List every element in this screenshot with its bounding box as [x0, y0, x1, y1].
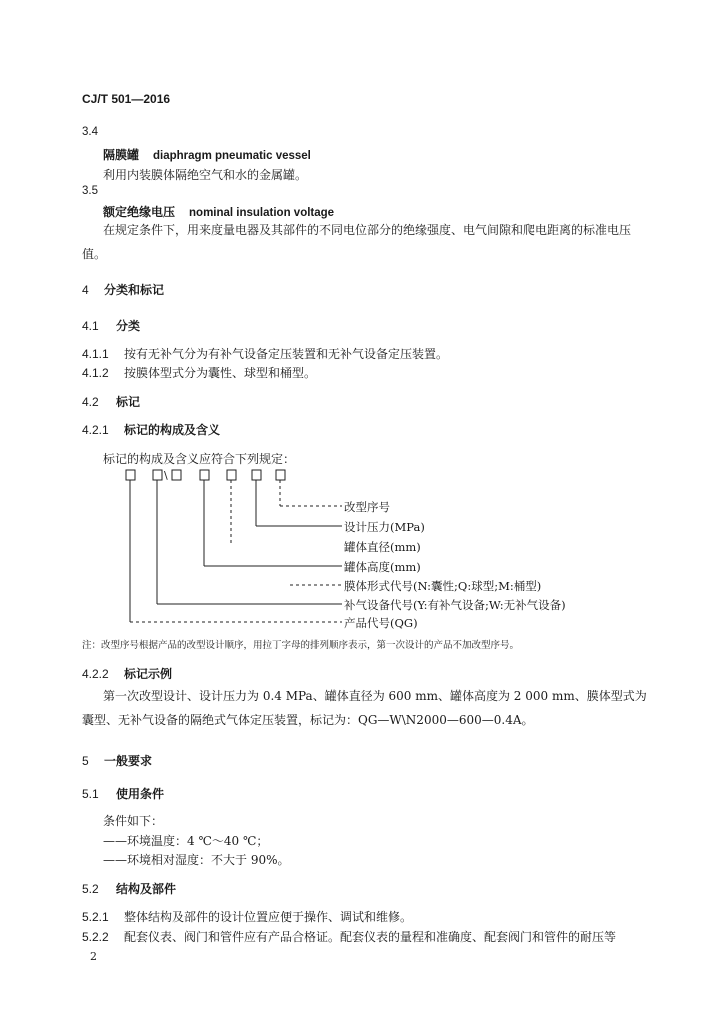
- clause-number: 5.1: [82, 787, 99, 801]
- label-diameter: 罐体直径(mm): [344, 540, 421, 554]
- clause-number: 4.2.2: [82, 667, 109, 681]
- box-product-code: [126, 470, 135, 480]
- clause-5-1-heading: [82, 785, 164, 802]
- clause-3-4-number: 3.4: [82, 126, 98, 138]
- box-pressure: [252, 470, 261, 480]
- clause-5-2-heading: [82, 880, 176, 897]
- label-product: 产品代号(QG): [344, 616, 418, 630]
- clause-4-1-1: [82, 345, 448, 362]
- condition-temperature: ——环境温度：4 ℃～40 ℃；: [103, 834, 269, 848]
- conditions-intro: 条件如下：: [103, 814, 164, 828]
- clause-title: 标记的构成及含义: [124, 423, 221, 437]
- section-number: 5: [82, 754, 89, 768]
- clause-number: 4.1: [82, 319, 99, 333]
- clause-title: 标记: [116, 395, 141, 409]
- clause-number: 4.1.1: [82, 347, 109, 361]
- term-cn: 隔膜罐: [103, 148, 140, 162]
- clause-title: 结构及部件: [116, 882, 177, 896]
- clause-5-2-2: [82, 928, 616, 945]
- condition-humidity: ——环境相对湿度：不大于 90%。: [103, 853, 290, 867]
- section-5-heading: [82, 752, 152, 769]
- clause-4-2-1-heading: [82, 421, 220, 438]
- section-number: 4: [82, 283, 89, 297]
- box-diameter: [227, 470, 236, 480]
- section-title: 分类和标记: [104, 283, 165, 297]
- separator-backslash: \: [164, 469, 168, 482]
- clause-3-5-definition: 在规定条件下，用来度量电器及其部件的不同电位部分的绝缘强度、电气间隙和爬电距离的标准电压值。: [82, 223, 632, 261]
- clause-number: 4.2: [82, 395, 99, 409]
- marking-example-text: 第一次改型设计、设计压力为 0.4 MPa、罐体直径为 600 mm、罐体高度为 2 000 mm、膜体型式为囊型、无补气设备的隔绝式气体定压装置，标记为：QG—W\N2000—600—0.4A。: [82, 689, 647, 727]
- clause-4-1-2: [82, 364, 316, 381]
- box-height: [200, 470, 209, 480]
- clause-title: 使用条件: [116, 787, 165, 801]
- clause-3-4-definition: 利用内装膜体隔绝空气和水的金属罐。: [103, 168, 308, 182]
- clause-number: 4.2.1: [82, 423, 109, 437]
- clause-3-4-term: [103, 146, 311, 163]
- standard-code: CJ/T 501—2016: [82, 92, 171, 106]
- clause-number: 5.2: [82, 882, 99, 896]
- term-en: diaphragm pneumatic vessel: [153, 150, 311, 162]
- clause-text: 整体结构及部件的设计位置应便于操作、调试和维修。: [124, 910, 413, 924]
- clause-number: 5.2.2: [82, 930, 109, 944]
- clause-4-1-heading: [82, 317, 140, 334]
- label-revision: 改型序号: [344, 500, 390, 514]
- page-number: 2: [90, 950, 97, 963]
- diagram-note: 注：改型序号根据产品的改型设计顺序，用拉丁字母的排列顺序表示，第一次设计的产品不加改型序号。: [82, 640, 520, 651]
- label-height: 罐体高度(mm): [344, 560, 421, 574]
- clause-3-5-number: 3.5: [82, 185, 98, 197]
- box-revision: [276, 470, 285, 480]
- clause-number: 4.1.2: [82, 366, 109, 380]
- clause-title: 标记示例: [124, 667, 173, 681]
- label-membrane: 膜体形式代号(N:囊性;Q:球型;M:桶型): [344, 579, 542, 593]
- clause-4-2-heading: [82, 393, 140, 410]
- clause-title: 分类: [116, 319, 141, 333]
- section-4-heading: [82, 281, 164, 298]
- term-cn: 额定绝缘电压: [103, 205, 176, 219]
- clause-5-2-1: [82, 908, 412, 925]
- label-supplement: 补气设备代号(Y:有补气设备;W:无补气设备): [344, 598, 566, 612]
- label-pressure: 设计压力(MPa): [344, 520, 425, 534]
- clause-4-2-2-heading: [82, 665, 172, 682]
- box-membrane-code: [172, 470, 181, 480]
- clause-number: 5.2.1: [82, 910, 109, 924]
- term-en: nominal insulation voltage: [189, 207, 335, 219]
- clause-text: 按膜体型式分为囊性、球型和桶型。: [124, 366, 317, 380]
- box-supplement-code: [153, 470, 162, 480]
- clause-text: 按有无补气分为有补气设备定压装置和无补气设备定压装置。: [124, 347, 449, 361]
- clause-text: 配套仪表、阀门和管件应有产品合格证。配套仪表的量程和准确度、配套阀门和管件的耐压等: [124, 930, 617, 944]
- marking-intro: 标记的构成及含义应符合下列规定：: [103, 452, 296, 466]
- section-title: 一般要求: [104, 754, 153, 768]
